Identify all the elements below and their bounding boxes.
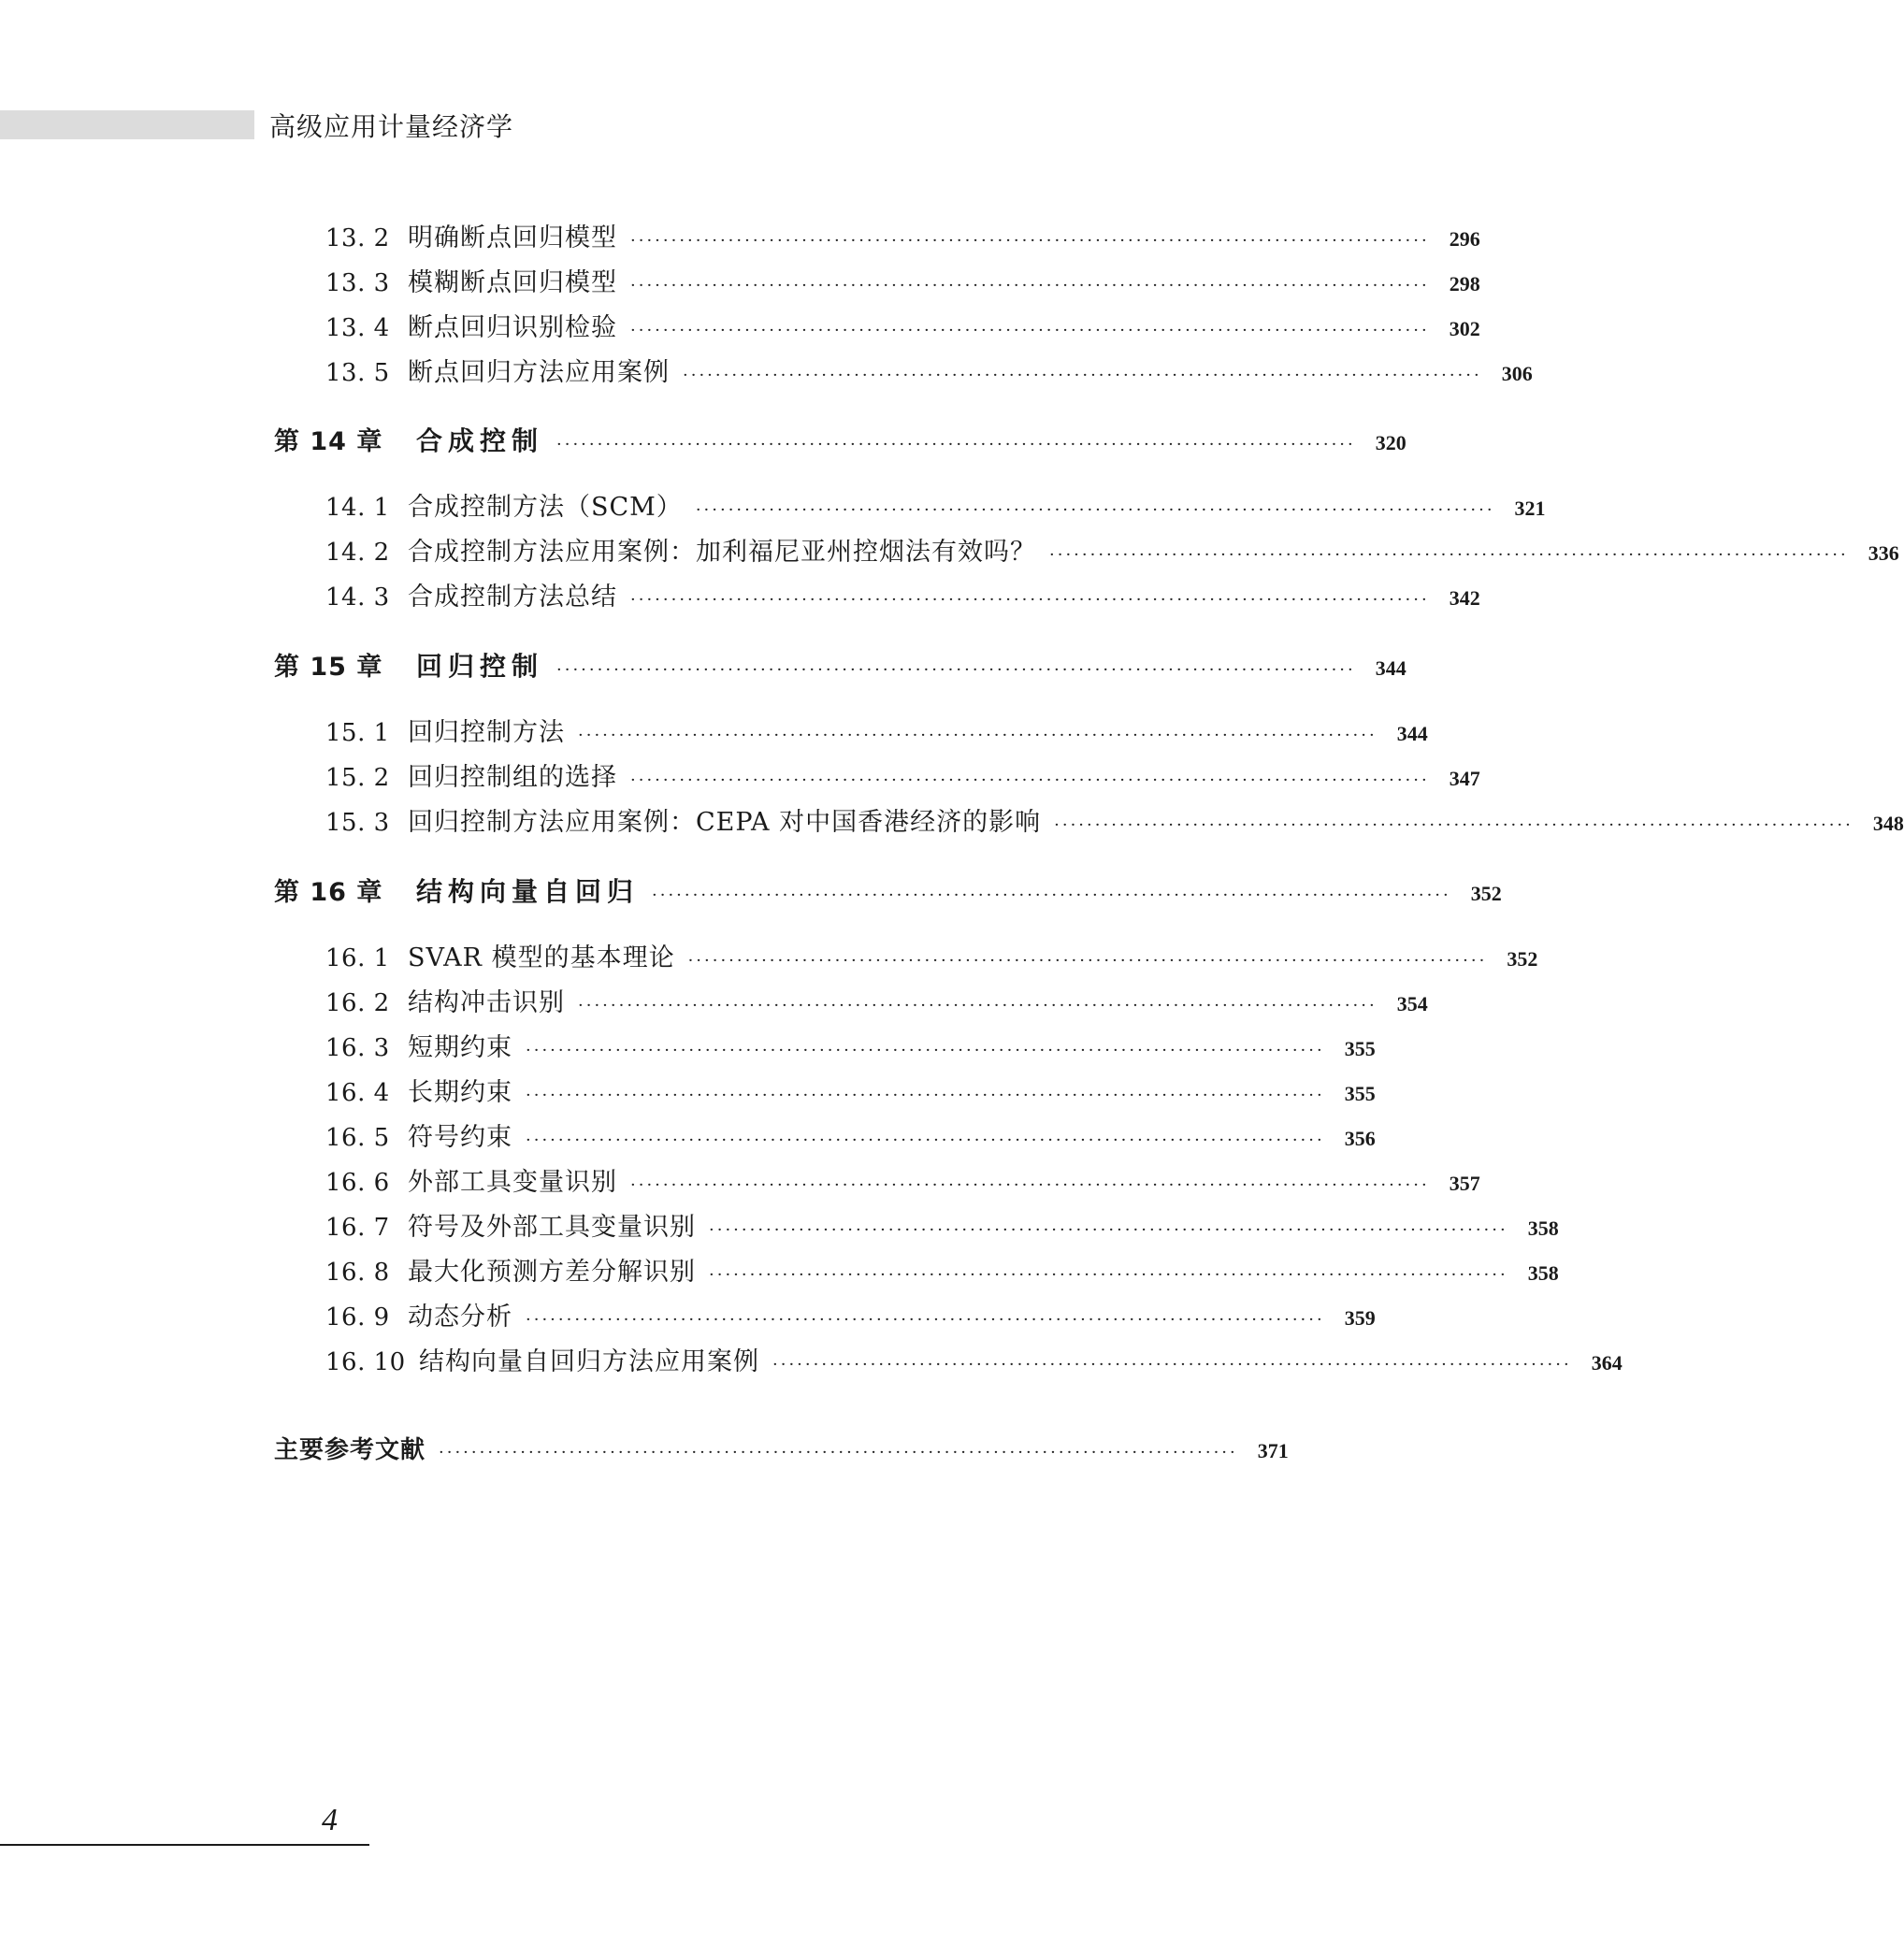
footer-rule xyxy=(0,1844,369,1846)
toc-references[interactable] xyxy=(274,1431,1289,1465)
section-number: 16. 7 xyxy=(325,1214,390,1242)
page-number: 356 xyxy=(1344,1127,1376,1150)
toc-entry-13-4[interactable] xyxy=(325,307,1480,343)
dot-leader: ·································································································· xyxy=(1054,815,1854,835)
dot-leader: ·································································································· xyxy=(709,1220,1508,1240)
section-number: 16. 6 xyxy=(325,1169,390,1197)
section-title: SVAR 模型的基本理论 xyxy=(408,943,675,972)
dot-leader: ·································································································· xyxy=(439,1443,1238,1462)
section-number: 16. 9 xyxy=(325,1303,390,1332)
toc-chapter-15[interactable] xyxy=(274,646,1406,684)
dot-leader: ·································································································· xyxy=(630,590,1430,610)
page-number: 348 xyxy=(1872,812,1904,835)
toc-entry-16-5[interactable] xyxy=(325,1116,1376,1153)
section-number: 15. 2 xyxy=(325,764,390,792)
page-number: 358 xyxy=(1527,1261,1559,1285)
toc-chapter-16[interactable] xyxy=(274,871,1502,909)
toc-entry-15-2[interactable] xyxy=(325,756,1480,793)
page-number: 344 xyxy=(1375,656,1406,680)
page-number: 298 xyxy=(1449,272,1480,295)
section-title: 动态分析 xyxy=(408,1303,512,1332)
section-title: 回归控制方法 xyxy=(408,718,565,747)
dot-leader: ·································································································· xyxy=(630,770,1430,790)
page-number: 355 xyxy=(1344,1082,1376,1105)
section-title: 外部工具变量识别 xyxy=(408,1168,617,1197)
toc-entry-14-3[interactable] xyxy=(325,576,1480,612)
section-number: 15. 1 xyxy=(325,719,390,747)
section-title: 结构冲击识别 xyxy=(408,988,565,1017)
page-number: 336 xyxy=(1868,541,1899,565)
dot-leader: ·································································································· xyxy=(630,1175,1430,1195)
toc-entry-16-6[interactable] xyxy=(325,1161,1480,1198)
page-number: 320 xyxy=(1375,431,1406,454)
toc-chapter-14[interactable] xyxy=(274,421,1406,458)
section-number: 13. 5 xyxy=(325,359,390,387)
section-number: 16. 4 xyxy=(325,1079,390,1107)
toc-entry-16-2[interactable] xyxy=(325,982,1428,1018)
dot-leader: ·································································································· xyxy=(772,1355,1572,1375)
toc-entry-13-3[interactable] xyxy=(325,262,1480,298)
section-title: 长期约束 xyxy=(408,1078,512,1107)
section-number: 16. 3 xyxy=(325,1034,390,1062)
dot-leader: ·································································································· xyxy=(578,996,1378,1015)
dot-leader: ·································································································· xyxy=(556,660,1356,680)
section-number: 13. 4 xyxy=(325,314,390,342)
dot-leader: ·································································································· xyxy=(578,726,1378,745)
chapter-number: 第 14 章 xyxy=(274,427,383,456)
toc-entry-16-10[interactable] xyxy=(325,1341,1623,1377)
section-title: 最大化预测方差分解识别 xyxy=(408,1258,696,1287)
dot-leader: ·································································································· xyxy=(526,1086,1325,1105)
page-number: 359 xyxy=(1344,1306,1376,1330)
references-title: 主要参考文献 xyxy=(274,1436,426,1464)
section-title: 合成控制方法应用案例：加利福尼亚州控烟法有效吗？ xyxy=(408,538,1036,567)
chapter-number: 第 15 章 xyxy=(274,653,383,682)
toc-entry-13-2[interactable] xyxy=(325,217,1480,253)
section-title: 符号及外部工具变量识别 xyxy=(408,1213,696,1242)
section-number: 14. 3 xyxy=(325,583,390,612)
toc-entry-15-1[interactable] xyxy=(325,712,1428,748)
page-number: 352 xyxy=(1507,947,1538,971)
section-number: 16. 2 xyxy=(325,989,390,1017)
section-title: 结构向量自回归方法应用案例 xyxy=(419,1347,759,1376)
dot-leader: ·································································································· xyxy=(630,231,1430,251)
dot-leader: ·································································································· xyxy=(709,1265,1508,1285)
section-title: 明确断点回归模型 xyxy=(408,223,617,252)
toc-entry-16-9[interactable] xyxy=(325,1296,1376,1332)
section-title: 符号约束 xyxy=(408,1123,512,1152)
page-number: 342 xyxy=(1449,586,1480,610)
page-number: 357 xyxy=(1449,1172,1480,1195)
page-number: 347 xyxy=(1449,767,1480,790)
page-number: 296 xyxy=(1449,227,1480,251)
book-title: 高级应用计量经济学 xyxy=(269,111,514,142)
page-number: 344 xyxy=(1396,722,1428,745)
dot-leader: ·································································································· xyxy=(652,885,1451,905)
dot-leader: ·································································································· xyxy=(695,500,1495,520)
section-title: 合成控制方法总结 xyxy=(408,583,617,612)
dot-leader: ·································································································· xyxy=(526,1130,1325,1150)
page-number: 364 xyxy=(1591,1351,1623,1375)
toc-entry-16-1[interactable] xyxy=(325,937,1538,973)
section-number: 16. 8 xyxy=(325,1259,390,1287)
section-number: 14. 2 xyxy=(325,539,390,567)
dot-leader: ·································································································· xyxy=(526,1041,1325,1060)
toc-entry-14-2[interactable] xyxy=(325,531,1899,568)
toc-entry-16-7[interactable] xyxy=(325,1206,1559,1243)
page-number: 355 xyxy=(1344,1037,1376,1060)
section-title: 回归控制方法应用案例：CEPA 对中国香港经济的影响 xyxy=(408,808,1042,837)
section-title: 短期约束 xyxy=(408,1033,512,1062)
page-number: 306 xyxy=(1501,362,1533,385)
chapter-title: 合成控制 xyxy=(416,425,544,456)
page-number: 321 xyxy=(1514,497,1546,520)
section-number: 16. 10 xyxy=(325,1348,406,1376)
page-number: 358 xyxy=(1527,1217,1559,1240)
chapter-title: 回归控制 xyxy=(416,651,544,682)
dot-leader: ·································································································· xyxy=(1049,545,1849,565)
section-title: 断点回归方法应用案例 xyxy=(408,358,670,387)
dot-leader: ·································································································· xyxy=(630,276,1430,295)
toc-entry-14-1[interactable] xyxy=(325,486,1546,523)
dot-leader: ·································································································· xyxy=(526,1310,1325,1330)
toc-entry-16-8[interactable] xyxy=(325,1251,1559,1288)
section-number: 14. 1 xyxy=(325,494,390,522)
toc-entry-16-3[interactable] xyxy=(325,1027,1376,1063)
section-title: 回归控制组的选择 xyxy=(408,763,617,792)
page-number: 302 xyxy=(1449,317,1480,340)
footer-page-number: 4 xyxy=(322,1803,338,1837)
dot-leader: ·································································································· xyxy=(687,951,1488,971)
section-number: 13. 2 xyxy=(325,224,390,252)
dot-leader: ·································································································· xyxy=(630,321,1430,340)
section-number: 16. 5 xyxy=(325,1124,390,1152)
page-number: 352 xyxy=(1470,882,1502,905)
section-title: 断点回归识别检验 xyxy=(408,313,617,342)
page-number: 354 xyxy=(1396,992,1428,1015)
dot-leader: ·································································································· xyxy=(683,366,1482,385)
section-title: 模糊断点回归模型 xyxy=(408,268,617,297)
chapter-number: 第 16 章 xyxy=(274,878,383,907)
section-number: 16. 1 xyxy=(325,944,390,972)
dot-leader: ·································································································· xyxy=(556,435,1356,454)
page-number: 371 xyxy=(1257,1439,1289,1462)
section-number: 15. 3 xyxy=(325,809,390,837)
chapter-title: 结构向量自回归 xyxy=(416,876,640,907)
toc-entry-15-3[interactable] xyxy=(325,801,1904,838)
section-number: 13. 3 xyxy=(325,269,390,297)
toc-entry-13-5[interactable] xyxy=(325,352,1533,388)
toc-entry-16-4[interactable] xyxy=(325,1072,1376,1108)
section-title: 合成控制方法（SCM） xyxy=(408,493,683,522)
